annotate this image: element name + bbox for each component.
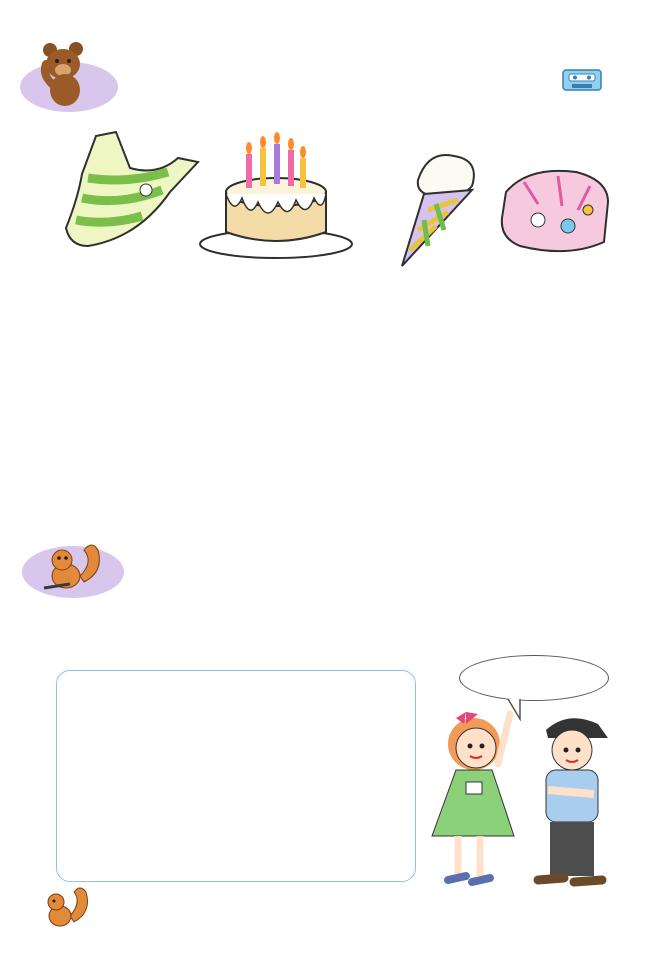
squirrel-icon [40, 542, 106, 594]
ice-cream-cone-picture [388, 150, 488, 270]
squirrel-footer-icon [38, 886, 94, 930]
section-title-listen-and-number [0, 0, 650, 120]
candy-bag-picture [498, 162, 616, 258]
girl-illustration [426, 704, 536, 900]
birthday-cake-picture [196, 132, 356, 262]
swimsuit-picture [58, 128, 203, 258]
watermark [468, 930, 474, 947]
speech-bubble [459, 655, 609, 701]
boy-illustration [528, 710, 618, 900]
cassette-tape-icon [562, 69, 602, 91]
season-table [56, 670, 416, 882]
